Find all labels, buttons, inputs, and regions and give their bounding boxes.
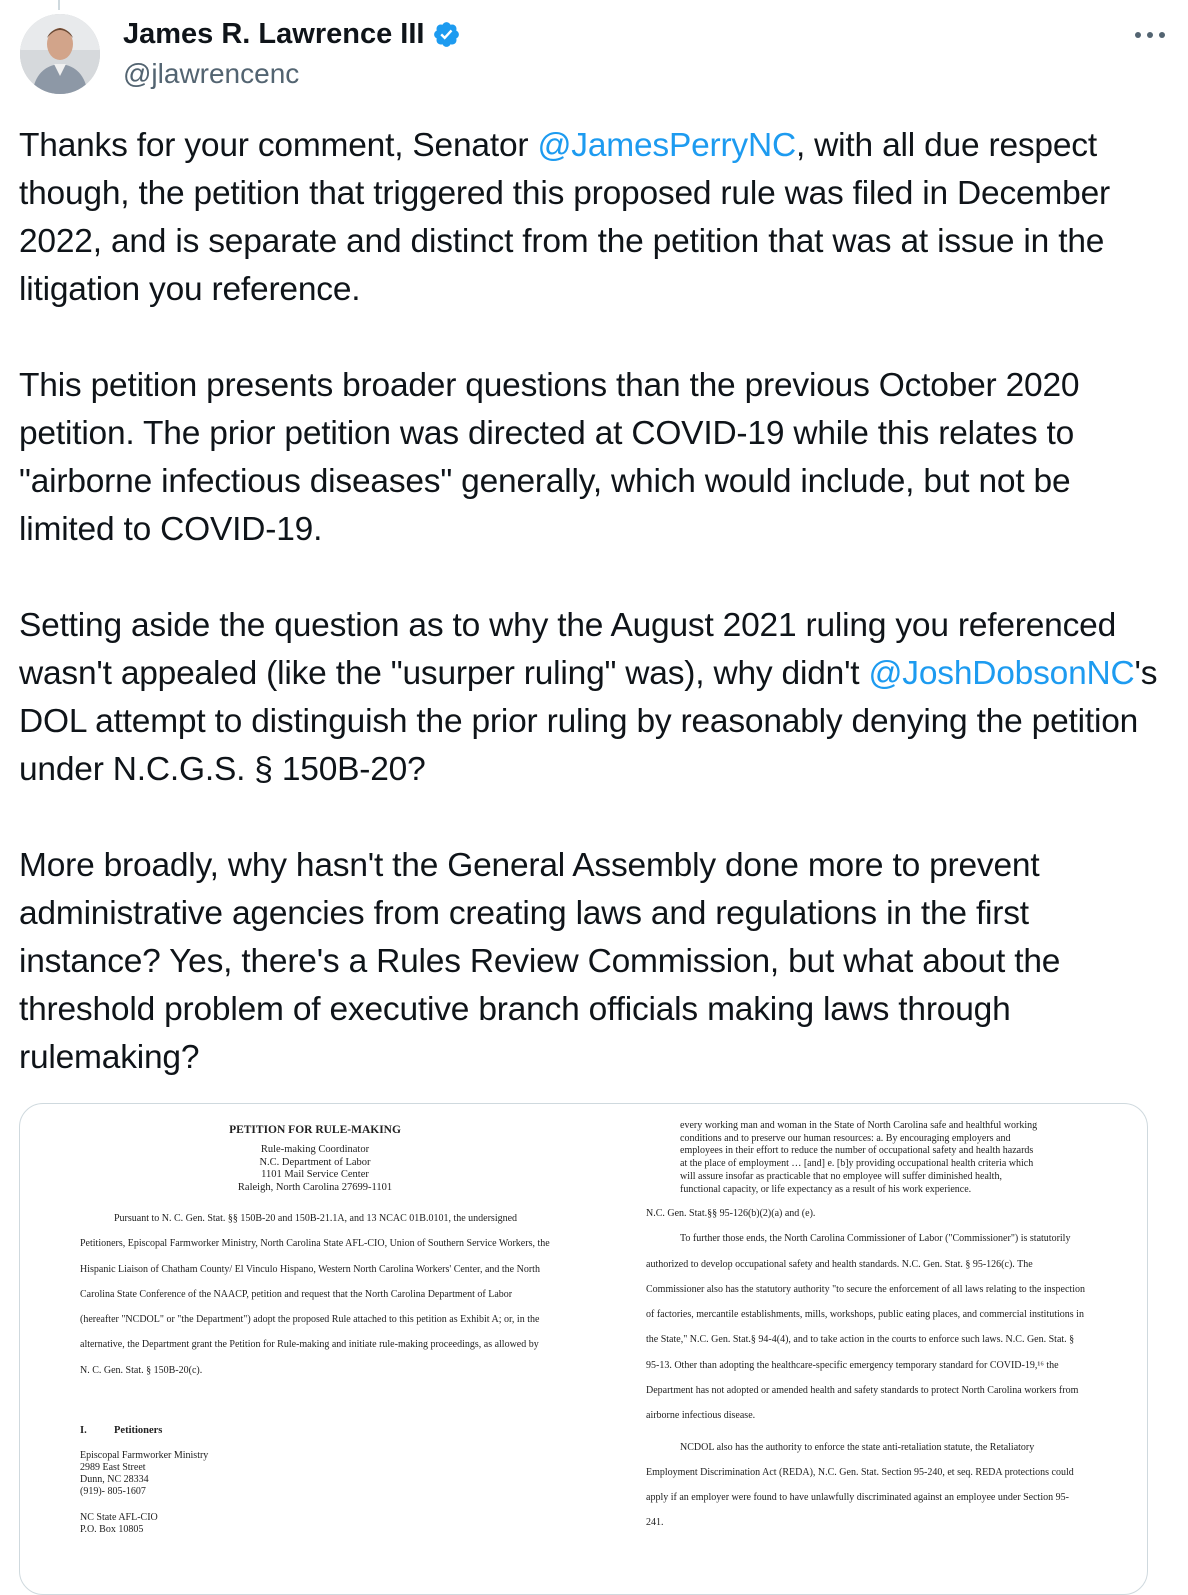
author-name-text: James R. Lawrence III [123,18,425,50]
document-title: PETITION FOR RULE-MAKING [229,1124,401,1136]
address-line: Rule-making Coordinator [260,1144,370,1155]
document-paragraph: NCDOL also has the authority to enforce the state anti-retaliation statute, the Retaliatory Employment Discrimination Act (REDA), N.C. Gen. Stat. Section 95-240, et seq. REDA protections could apply if an employer were found to have unlawfully discriminated against an employee under Section 95-241. [646,1441,1074,1529]
petitioner-address [80,1450,550,1498]
document-section-heading [80,1425,550,1436]
author-name[interactable] [123,18,461,51]
document-quote: every working man and woman in the State of North Carolina safe and healthful working conditions and to preserve our human resources: a. By encouraging employers and employees in their effort to reduce the number of occupational safety and health hazards at the place of employment … [and] e. [b]y providing occupational health criteria which will assure insofar as practicable that no employee will suffer diminished health, functional capacity, or life expectancy as a result of his work experience. [680,1120,1038,1195]
address-line: 2989 East Street [80,1462,146,1474]
address-line: Dunn, NC 28334 [80,1474,149,1486]
section-number: I. [80,1425,87,1437]
text-segment: 's DOL attempt to distinguish the prior ruling by reasonably denying the petition under N.C.G.S. § 150B-20? [19,655,1158,788]
tweet-paragraph-3 [19,602,1169,794]
tweet-text [19,122,1169,1082]
address-line: NC State AFL-CIO [80,1512,158,1524]
address-line: 1101 Mail Service Center [261,1169,369,1180]
text-segment: Setting aside the question as to why the August 2021 ruling you referenced wasn't appealed (like the "usurper ruling" was), why didn't [19,607,1117,692]
address-line: P.O. Box 10805 [80,1524,144,1536]
tweet-paragraph-1 [19,122,1169,314]
avatar[interactable] [20,14,100,94]
document-citation: N.C. Gen. Stat.§§ 95-126(b)(2)(a) and (e). [646,1208,816,1220]
document-paragraph: Pursuant to N. C. Gen. Stat. §§ 150B-20 and 150B-21.1A, and 13 NCAC 01B.0101, the undersigned Petitioners, Episcopal Farmworker Ministry, North Carolina State AFL-CIO, Union of Southern Service Workers, the Hispanic Liaison of Chatham County/ El Vinculo Hispano, Western North Carolina Workers' Center, and the North Carolina State Conference of the NAACP, petition and request that the North Carolina Department of Labor (hereafter "NCDOL" or "the Department") adopt the proposed Rule attached to this petition as Exhibit A; or, in the alternative, the Department grant the Petition for Rule-making and initiate rule-making proceedings, as allowed by N. C. Gen. Stat. § 150B-20(c). [80,1213,550,1376]
address-line: Raleigh, North Carolina 27699-1101 [237,1181,393,1193]
text-segment: , with all due respect though, the petition that triggered this proposed rule was filed in December 2022, and is separate and distinct from the petition that was at issue in the litigation you reference. [19,127,1110,308]
verified-badge-icon [432,20,461,49]
document-paragraph: To further those ends, the North Carolina Commissioner of Labor ("Commissioner") is statutorily authorized to develop occupational safety and health standards. N.C. Gen. Stat. § 95-126(c). The Commissioner also has the statutory authority "to secure the enforcement of all laws relating to the inspection of factories, mercantile establishments, mills, workshops, public eating places, and commercial institutions in the State," N.C. Gen. Stat.§ 94-4(4), and to take action in the courts to enforce such laws. N.C. Gen. Stat. § 95-13. Other than adopting the healthcare-specific emergency temporary standard for COVID-19,¹⁶ the Department has not adopted or amended health and safety standards to protect North Carolina workers from airborne infectious disease. [646,1233,1085,1422]
section-title: Petitioners [114,1425,163,1437]
mention-link[interactable]: @JoshDobsonNC [868,655,1135,692]
document-page-right [646,1120,1086,1536]
author-handle[interactable]: @jlawrencenc [123,58,300,89]
tweet-header [20,14,1168,96]
tweet-paragraph-2: This petition presents broader questions than the previous October 2020 petition. The prior petition was directed at COVID-19 while this relates to "airborne infectious diseases" generally, which would include, but not be limited to COVID-19. [19,367,1080,548]
address-line: Episcopal Farmworker Ministry [80,1450,209,1462]
tweet-paragraph-4: More broadly, why hasn't the General Assembly done more to prevent administrative agencies from creating laws and regulations in the first instance? Yes, there's a Rules Review Commission, but what about the threshold problem of executive branch officials making laws through rulemaking? [19,847,1061,1076]
more-options-icon[interactable] [1132,24,1168,46]
address-line: N.C. Department of Labor [259,1156,371,1168]
attached-document-image[interactable] [19,1103,1148,1595]
mention-link[interactable]: @JamesPerryNC [537,127,796,164]
address-line: (919)- 805-1607 [80,1486,146,1498]
text-segment: Thanks for your comment, Senator [19,127,538,164]
document-address [80,1144,550,1194]
thread-connector [58,0,60,10]
petitioner-address [80,1512,550,1536]
document-page-left [80,1124,550,1536]
